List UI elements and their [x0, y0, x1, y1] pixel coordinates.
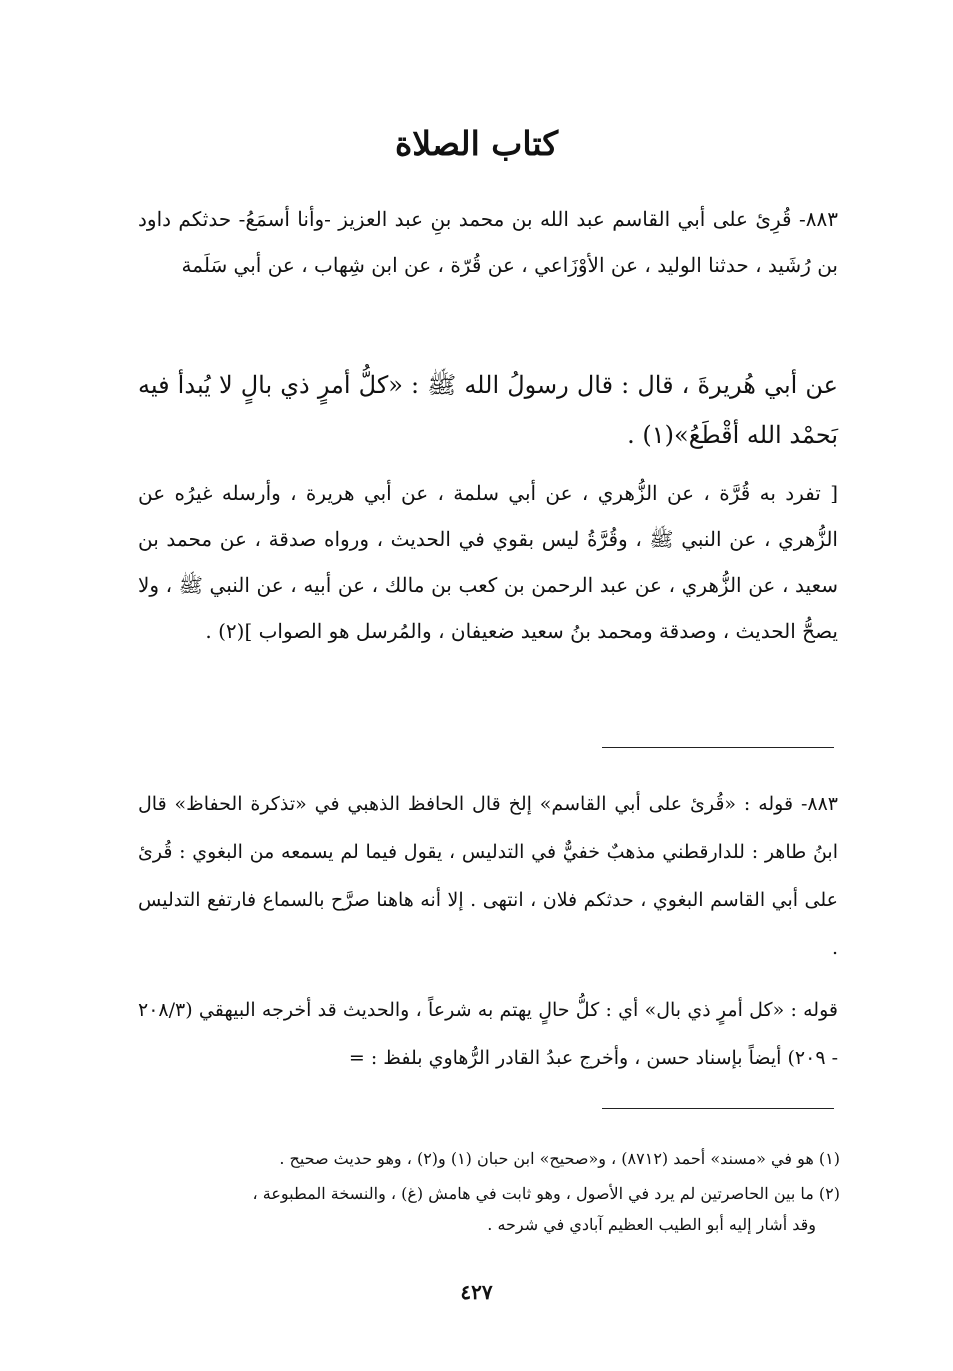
footnote-2-continuation [150, 1212, 840, 1238]
commentary-note-2: قوله : «كل أمرٍ ذي بال» أي : كلُّ حالٍ يهتم به شرعاً ، والحديث قد أخرجه البيهقي (٢٠٨/٣ - ٢٠٩) أيضاً بإسناد حسن ، وأخرج عبدُ القادر الرُّهاوي بلفظ : = [138, 999, 838, 1069]
footnote-1: (١) هو في «مسند» أحمد (٨٧١٢) ، و«صحيح» ابن حبان (١) و(٢) ، وهو حديث صحيح . [279, 1149, 840, 1168]
footnote-2-continuation-text: وقد أشار إليه أبو الطيب العظيم آبادي في شرحه . [487, 1215, 816, 1234]
hadith-commentary: [ تفرد به قُرَّة ، عن الزُّهري ، عن أبي سلمة ، عن أبي هريرة ، وأرسله غيرُه عن الزُّهري ، عن النبي ﷺ ، وقُرَّةُ ليس بقوي في الحديث ، ورواه صدقة ، عن محمد بن سعيد ، عن الزُّهري ، عن عبد الرحمن بن كعب بن مالك ، عن أبيه ، عن النبي ﷺ ، ولا يصحُّ الحديث ، وصدقة ومحمد بنُ سعيد ضعيفان ، والمُرسل هو الصواب ](٢) . [138, 481, 838, 643]
book-title: كتاب الصلاة [394, 124, 559, 163]
footnote-2: (٢) ما بين الحاصرتين لم يرد في الأصول ، وهو ثابت في هامش (غ) ، والنسخة المطبوعة ، [252, 1184, 840, 1203]
hadith-isnad: ٨٨٣- قُرِئ على أبي القاسم عبد الله بن محمد بنِ عبد العزيز -وأنا أسمَعُ- حدثكم داود بن رُشَيد ، حدثنا الوليد ، عن الأوْزَاعي ، عن قُرّة ، عن ابن شِهاب ، عن أبي سَلَمة [138, 207, 838, 277]
hadith-matn: عن أبي هُريرةَ ، قال : قال رسولُ الله ﷺ : «كلُّ أمرٍ ذي بالٍ لا يُبدأ فيه بَحمْد الله أقْطَعُ»(١) . [138, 371, 838, 449]
footnote-divider [602, 1108, 834, 1109]
commentary-note-1: ٨٨٣- قوله : «قُرئ على أبي القاسم» إلخ قال الحافظ الذهبي في «تذكرة الحفاظ» قال ابنُ طاهر : للدارقطني مذهبٌ خفيٌّ في التدليس ، يقول فيما لم يسمعه من البغوي : قُرئ على أبي القاسم البغوي ، حدثكم فلان ، انتهى . إلا أنه هاهنا صرَّح بالسماع فارتفع التدليس . [138, 793, 838, 959]
text-divider [602, 747, 834, 748]
page-number: ٤٢٧ [460, 1280, 493, 1304]
